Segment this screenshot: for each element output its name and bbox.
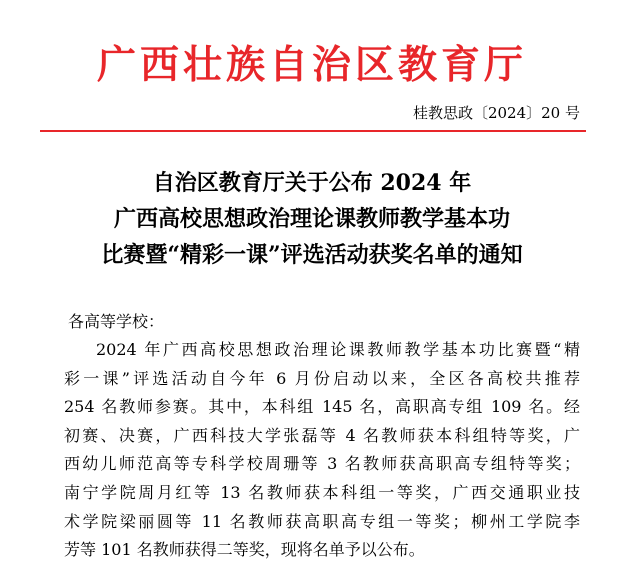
title-line: 自治区教育厅关于公布 2024 年 [152, 170, 472, 196]
document-title [0, 165, 624, 273]
red-divider-line [40, 130, 586, 132]
body-line: 术学院梁丽圆等 11 名教师获高职高专组一等奖；柳州工学院李 [64, 511, 580, 531]
title-line: 广西高校思想政治理论课教师教学基本功 [113, 206, 510, 232]
body-line: 西幼儿师范高等专科学校周珊等 3 名教师获高职高专组特等奖； [64, 454, 580, 474]
body-line: 南宁学院周月红等 13 名教师获本科组一等奖，广西交通职业技 [64, 482, 580, 502]
body-line: 彩一课”评选活动自今年 6 月份启动以来，全区各高校共推荐 [64, 368, 580, 388]
body-paragraph [64, 336, 580, 565]
body-line: 2024 年广西高校思想政治理论课教师教学基本功比赛暨“精 [96, 340, 580, 359]
body-line: 芳等 101 名教师获得二等奖，现将名单予以公布。 [64, 540, 425, 560]
body-line: 254 名教师参赛。其中，本科组 145 名，高职高专组 109 名。经 [64, 397, 580, 417]
title-line: 比赛暨“精彩一课”评选活动获奖名单的通知 [101, 242, 523, 268]
document-number: 桂教思政〔2024〕20 号 [412, 104, 580, 122]
issuer-masthead: 广西壮族自治区教育厅 [96, 42, 527, 88]
salutation: 各高等学校： [68, 312, 165, 331]
body-line: 初赛、决赛，广西科技大学张磊等 4 名教师获本科组特等奖，广 [64, 425, 580, 445]
